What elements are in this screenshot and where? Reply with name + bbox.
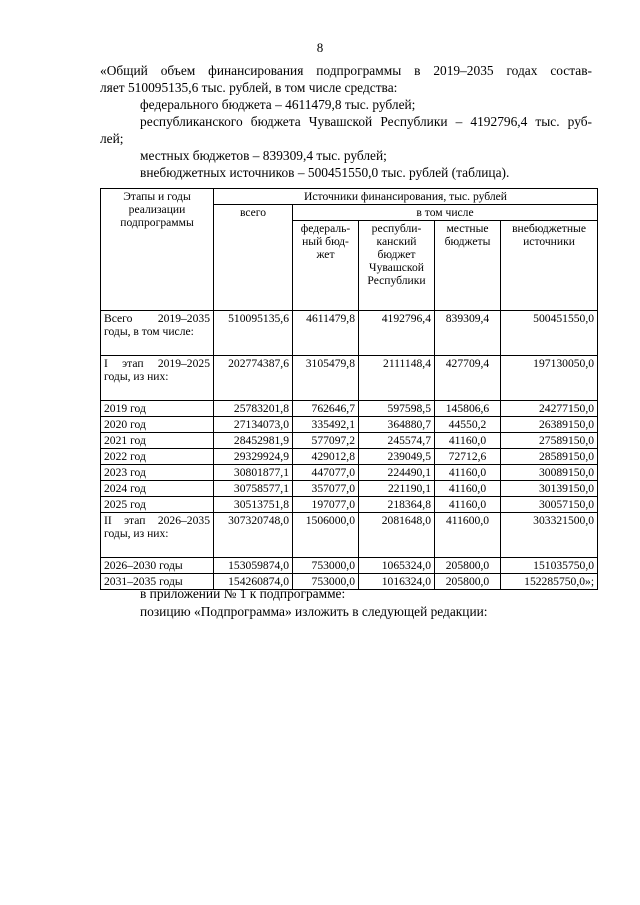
republic-budget-line-cont: лей;	[100, 131, 124, 146]
cell-total: 307320748,0	[214, 513, 293, 558]
cell-offbudget: 24277150,0	[501, 401, 598, 417]
row-label: 2022 год	[101, 449, 214, 465]
cell-total: 153059874,0	[214, 558, 293, 574]
header-stages: Этапы и годы реализации подпрограммы	[101, 189, 214, 311]
cell-republic: 4192796,4	[359, 311, 435, 356]
cell-total: 28452981,9	[214, 433, 293, 449]
cell-local: 205800,0	[435, 558, 501, 574]
table-row	[101, 311, 598, 356]
table-row	[101, 417, 598, 433]
republic-budget-line: республиканского бюджета Чувашской Республики – 4192796,4 тыс. руб-	[140, 114, 592, 129]
cell-republic: 239049,5	[359, 449, 435, 465]
header-local: местные бюджеты	[435, 221, 501, 311]
cell-offbudget: 152285750,0»;	[501, 574, 598, 590]
cell-republic: 597598,5	[359, 401, 435, 417]
cell-local: 41160,0	[435, 497, 501, 513]
cell-local: 44550,2	[435, 417, 501, 433]
cell-local: 145806,6	[435, 401, 501, 417]
table-row	[101, 558, 598, 574]
header-total: всего	[214, 205, 293, 311]
cell-offbudget: 27589150,0	[501, 433, 598, 449]
cell-total: 510095135,6	[214, 311, 293, 356]
cell-offbudget: 500451550,0	[501, 311, 598, 356]
cell-total: 29329924,9	[214, 449, 293, 465]
cell-federal: 197077,0	[293, 497, 359, 513]
cell-total: 30801877,1	[214, 465, 293, 481]
cell-federal: 335492,1	[293, 417, 359, 433]
row-label: Всего 2019–2035 годы, в том числе:	[101, 311, 214, 356]
cell-republic: 1065324,0	[359, 558, 435, 574]
table-row	[101, 401, 598, 417]
cell-offbudget: 28589150,0	[501, 449, 598, 465]
appendix-line: в приложении № 1 к подпрограмме:	[140, 586, 346, 601]
cell-total: 202774387,6	[214, 356, 293, 401]
cell-offbudget: 30057150,0	[501, 497, 598, 513]
row-label: I этап 2019–2025 годы, из них:	[101, 356, 214, 401]
cell-local: 839309,4	[435, 311, 501, 356]
row-label: 2019 год	[101, 401, 214, 417]
header-sources: Источники финансирования, тыс. рублей	[214, 189, 598, 205]
page-number: 8	[316, 40, 324, 55]
cell-total: 154260874,0	[214, 574, 293, 590]
cell-federal: 753000,0	[293, 574, 359, 590]
cell-local: 411600,0	[435, 513, 501, 558]
cell-offbudget: 30139150,0	[501, 481, 598, 497]
cell-republic: 364880,7	[359, 417, 435, 433]
cell-federal: 1506000,0	[293, 513, 359, 558]
row-label: 2025 год	[101, 497, 214, 513]
cell-offbudget: 197130050,0	[501, 356, 598, 401]
table-row	[101, 465, 598, 481]
cell-offbudget: 151035750,0	[501, 558, 598, 574]
local-budget-line: местных бюджетов – 839309,4 тыс. рублей;	[140, 148, 387, 163]
subprogram-line: позицию «Подпрограмма» изложить в следующей редакции:	[140, 604, 488, 619]
cell-local: 41160,0	[435, 481, 501, 497]
cell-federal: 357077,0	[293, 481, 359, 497]
table-row	[101, 356, 598, 401]
cell-republic: 221190,1	[359, 481, 435, 497]
header-federal: федераль-ный бюд-жет	[293, 221, 359, 311]
cell-federal: 4611479,8	[293, 311, 359, 356]
cell-republic: 245574,7	[359, 433, 435, 449]
table-row	[101, 433, 598, 449]
cell-offbudget: 30089150,0	[501, 465, 598, 481]
row-label: 2021 год	[101, 433, 214, 449]
cell-federal: 429012,8	[293, 449, 359, 465]
cell-local: 427709,4	[435, 356, 501, 401]
cell-local: 72712,6	[435, 449, 501, 465]
header-republic: республи-канский бюджет Чувашской Республики	[359, 221, 435, 311]
cell-total: 27134073,0	[214, 417, 293, 433]
header-offbudget: внебюджетные источники	[501, 221, 598, 311]
cell-total: 30758577,1	[214, 481, 293, 497]
cell-federal: 762646,7	[293, 401, 359, 417]
table-row	[101, 481, 598, 497]
row-label: 2020 год	[101, 417, 214, 433]
cell-total: 25783201,8	[214, 401, 293, 417]
cell-republic: 224490,1	[359, 465, 435, 481]
cell-local: 41160,0	[435, 465, 501, 481]
cell-republic: 2111148,4	[359, 356, 435, 401]
intro-line-2: ляет 510095135,6 тыс. рублей, в том числе средства:	[100, 80, 398, 95]
row-label: 2023 год	[101, 465, 214, 481]
financing-table	[100, 188, 598, 590]
row-label: 2031–2035 годы	[101, 574, 214, 590]
table-row	[101, 449, 598, 465]
cell-republic: 2081648,0	[359, 513, 435, 558]
federal-budget-line: федерального бюджета – 4611479,8 тыс. рублей;	[140, 97, 416, 112]
cell-total: 30513751,8	[214, 497, 293, 513]
cell-federal: 577097,2	[293, 433, 359, 449]
row-label: II этап 2026–2035 годы, из них:	[101, 513, 214, 558]
cell-federal: 447077,0	[293, 465, 359, 481]
row-label: 2026–2030 годы	[101, 558, 214, 574]
offbudget-line: внебюджетных источников – 500451550,0 тыс. рублей (таблица).	[140, 165, 510, 180]
table-row	[101, 513, 598, 558]
cell-federal: 753000,0	[293, 558, 359, 574]
cell-local: 41160,0	[435, 433, 501, 449]
cell-republic: 1016324,0	[359, 574, 435, 590]
cell-local: 205800,0	[435, 574, 501, 590]
cell-federal: 3105479,8	[293, 356, 359, 401]
header-including: в том числе	[293, 205, 598, 221]
table-row	[101, 497, 598, 513]
cell-offbudget: 303321500,0	[501, 513, 598, 558]
intro-line-1: «Общий объем финансирования подпрограммы в 2019–2035 годах состав-	[100, 63, 592, 78]
cell-offbudget: 26389150,0	[501, 417, 598, 433]
row-label: 2024 год	[101, 481, 214, 497]
cell-republic: 218364,8	[359, 497, 435, 513]
